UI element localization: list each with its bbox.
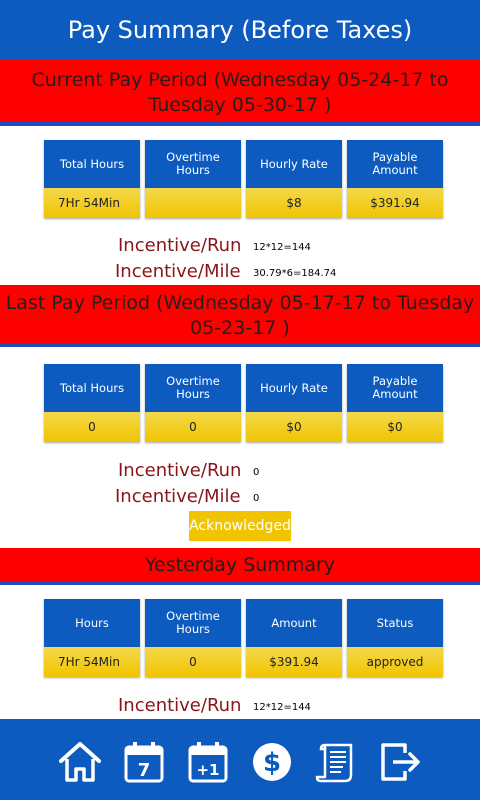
overtime-hours-card bbox=[145, 140, 241, 218]
last-period-header bbox=[0, 285, 480, 347]
logout-icon[interactable] bbox=[377, 739, 423, 785]
overtime-hours-card bbox=[145, 364, 241, 442]
incentive-run-value: 12*12=144 bbox=[253, 702, 311, 713]
current-period-header-line1: Current Pay Period (Wednesday 05-24-17 to bbox=[31, 69, 449, 91]
card-label: Payable Amount bbox=[347, 364, 443, 412]
home-icon[interactable] bbox=[57, 739, 103, 785]
incentive-run-label: Incentive/Run bbox=[118, 235, 242, 256]
card-value: 0 bbox=[44, 412, 140, 442]
card-label: Overtime Hours bbox=[145, 364, 241, 412]
card-label: Total Hours bbox=[44, 140, 140, 188]
hourly-rate-card bbox=[246, 140, 342, 218]
calendar-plus-text: +1 bbox=[196, 761, 220, 779]
card-label: Hourly Rate bbox=[246, 364, 342, 412]
card-value: 7Hr 54Min bbox=[44, 188, 140, 218]
card-value: $8 bbox=[246, 188, 342, 218]
card-value: approved bbox=[347, 647, 443, 677]
receipt-icon[interactable] bbox=[313, 739, 359, 785]
page-title bbox=[0, 0, 480, 60]
total-hours-card bbox=[44, 364, 140, 442]
calendar-plus-one-icon[interactable] bbox=[185, 739, 231, 785]
card-label: Overtime Hours bbox=[145, 599, 241, 647]
current-period-header bbox=[0, 60, 480, 126]
status-card bbox=[347, 599, 443, 677]
card-value: 0 bbox=[145, 412, 241, 442]
card-value: $0 bbox=[347, 412, 443, 442]
card-label: Payable Amount bbox=[347, 140, 443, 188]
card-value: 0 bbox=[145, 647, 241, 677]
payable-amount-card bbox=[347, 364, 443, 442]
current-period-header-line2: Tuesday 05-30-17 ) bbox=[148, 94, 332, 116]
incentive-mile-label: Incentive/Mile bbox=[115, 261, 241, 282]
card-value: 7Hr 54Min bbox=[44, 647, 140, 677]
page-title-text: Pay Summary (Before Taxes) bbox=[67, 16, 413, 44]
incentive-mile-label: Incentive/Mile bbox=[115, 486, 241, 507]
card-label: Amount bbox=[246, 599, 342, 647]
card-value: $391.94 bbox=[246, 647, 342, 677]
last-period-header-line1: Last Pay Period (Wednesday 05-17-17 to Tuesday bbox=[5, 292, 475, 314]
hourly-rate-card bbox=[246, 364, 342, 442]
total-hours-card bbox=[44, 140, 140, 218]
payable-amount-card bbox=[347, 140, 443, 218]
bottom-nav bbox=[0, 719, 480, 800]
calendar-day-text: 7 bbox=[137, 760, 151, 781]
card-value: $0 bbox=[246, 412, 342, 442]
incentive-run-label: Incentive/Run bbox=[118, 460, 242, 481]
current-period-cards bbox=[44, 140, 440, 218]
card-label: Hours bbox=[44, 599, 140, 647]
incentive-run-value: 0 bbox=[253, 467, 260, 478]
card-label: Hourly Rate bbox=[246, 140, 342, 188]
incentive-mile-value: 0 bbox=[253, 493, 260, 504]
yesterday-header-text: Yesterday Summary bbox=[144, 554, 336, 576]
last-period-header-line2: 05-23-17 ) bbox=[190, 317, 290, 339]
hours-card bbox=[44, 599, 140, 677]
yesterday-header bbox=[0, 548, 480, 585]
svg-text:$: $ bbox=[262, 748, 282, 778]
incentive-mile-value: 30.79*6=184.74 bbox=[253, 268, 337, 279]
card-label: Total Hours bbox=[44, 364, 140, 412]
yesterday-cards bbox=[44, 599, 440, 677]
card-value bbox=[145, 188, 241, 218]
last-period-cards bbox=[44, 364, 440, 442]
incentive-run-label: Incentive/Run bbox=[118, 695, 242, 716]
card-value: $391.94 bbox=[347, 188, 443, 218]
amount-card bbox=[246, 599, 342, 677]
dollar-icon[interactable] bbox=[249, 739, 295, 785]
incentive-run-value: 12*12=144 bbox=[253, 242, 311, 253]
overtime-hours-card bbox=[145, 599, 241, 677]
card-label: Overtime Hours bbox=[145, 140, 241, 188]
calendar-7-icon[interactable] bbox=[121, 739, 167, 785]
card-label: Status bbox=[347, 599, 443, 647]
acknowledged-button[interactable]: Acknowledged bbox=[189, 511, 291, 541]
